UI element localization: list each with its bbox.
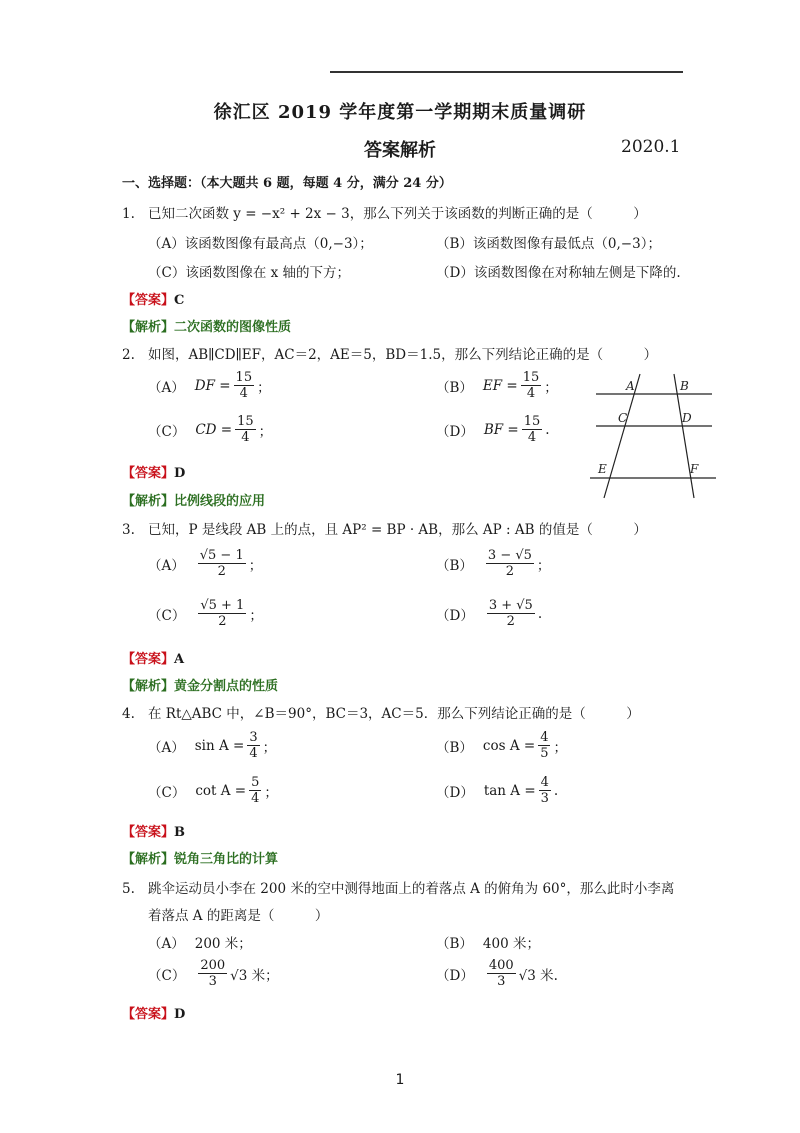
q2-option-a: （A） DF = $\frac{15}{4}$ ； bbox=[148, 370, 271, 401]
q4-option-d: （D） tan A = $\frac{4}{3}$ . bbox=[436, 775, 559, 806]
answer-tag: 【答案】 bbox=[122, 293, 175, 308]
page-title: 徐汇区 2019 学年度第一学期期末质量调研 bbox=[213, 102, 587, 123]
page-number: 1 bbox=[395, 1072, 405, 1088]
q2-option-d: （D） BF = $\frac{15}{4}$ . bbox=[436, 414, 550, 445]
analysis-text: 二次函数的图像性质 bbox=[174, 320, 292, 335]
q1-option-c: （C）该函数图像在 x 轴的下方； bbox=[148, 265, 351, 281]
header-rule bbox=[330, 71, 683, 73]
point-e-label: E bbox=[598, 462, 607, 476]
q1-option-b: （B）该函数图像有最低点（0,−3）； bbox=[436, 236, 661, 252]
q4-option-b: （B） cos A = $\frac{4}{5}$ ； bbox=[436, 730, 567, 761]
exam-date: 2020.1 bbox=[621, 137, 681, 157]
q3-analysis: 【解析】黄金分割点的性质 bbox=[122, 679, 279, 694]
question-stem: 已知二次函数 y = −x² + 2x − 3，那么下列关于该函数的判断正确的是（ ） bbox=[148, 206, 647, 222]
q1-option-a: （A）该函数图像有最高点（0,−3）； bbox=[148, 236, 373, 252]
q4-option-a: （A） sin A = $\frac{3}{4}$ ； bbox=[148, 730, 277, 761]
q3-option-c: （C） $\frac{√5 + 1}{2}$ ； bbox=[148, 598, 263, 629]
point-f-label: F bbox=[690, 462, 699, 476]
question-stem: 如图，AB∥CD∥EF，AC＝2，AE＝5，BD＝1.5，那么下列结论正确的是（ ） bbox=[148, 347, 658, 363]
question-5-cont: 着落点 A 的距离是（ ） bbox=[148, 908, 329, 924]
q4-option-c: （C） cot A = $\frac{5}{4}$ ； bbox=[148, 775, 278, 806]
point-d-label: D bbox=[682, 411, 692, 425]
q3-option-a: （A） $\frac{√5 - 1}{2}$ ； bbox=[148, 548, 263, 579]
question-number: 1. bbox=[122, 206, 135, 222]
q4-analysis: 【解析】锐角三角比的计算 bbox=[122, 852, 279, 867]
answer-value: C bbox=[174, 293, 185, 308]
analysis-tag: 【解析】 bbox=[122, 320, 175, 335]
q5-option-d: （D） $\frac{400}{3}$ √3 米. bbox=[436, 958, 558, 989]
q5-option-c: （C） $\frac{200}{3}$ √3 米； bbox=[148, 958, 279, 989]
point-b-label: B bbox=[680, 379, 689, 393]
question-number: 2. bbox=[122, 347, 135, 363]
point-a-label: A bbox=[626, 379, 635, 393]
q5-answer: 【答案】D bbox=[122, 1007, 186, 1022]
page-subtitle: 答案解析 bbox=[364, 140, 436, 161]
q5-option-b: （B） 400 米； bbox=[436, 936, 540, 952]
question-4: 4. 在 Rt△ABC 中，∠B＝90°，BC＝3，AC＝5．那么下列结论正确的是（ ） bbox=[122, 706, 640, 722]
q3-answer: 【答案】A bbox=[122, 652, 185, 667]
question-5: 5. 跳伞运动员小李在 200 米的空中测得地面上的着落点 A 的俯角为 60°，那么此时小李离 bbox=[122, 881, 675, 897]
q4-answer: 【答案】B bbox=[122, 825, 186, 840]
q5-option-a: （A） 200 米； bbox=[148, 936, 252, 952]
q2-answer: 【答案】D bbox=[122, 466, 186, 481]
point-c-label: C bbox=[618, 411, 628, 425]
q2-option-b: （B） EF = $\frac{15}{4}$ ； bbox=[436, 370, 558, 401]
parallel-lines-figure bbox=[588, 370, 718, 500]
q3-option-b: （B） $\frac{3 - √5}{2}$ ； bbox=[436, 548, 551, 579]
q2-option-c: （C） CD = $\frac{15}{4}$ ； bbox=[148, 414, 273, 445]
q1-answer bbox=[122, 289, 184, 308]
q2-analysis: 【解析】比例线段的应用 bbox=[122, 494, 266, 509]
q1-analysis bbox=[122, 316, 291, 335]
question-1 bbox=[122, 202, 647, 222]
section-heading: 一、选择题：（本大题共 6 题，每题 4 分，满分 24 分） bbox=[122, 176, 452, 191]
question-2 bbox=[122, 343, 657, 363]
q1-option-d: （D）该函数图像在对称轴左侧是下降的. bbox=[436, 265, 681, 281]
q3-option-d: （D） $\frac{3 + √5}{2}$ . bbox=[436, 598, 543, 629]
question-3: 3. 已知，P 是线段 AB 上的点，且 AP² = BP · AB，那么 AP : AB 的值是（ ） bbox=[122, 522, 647, 538]
